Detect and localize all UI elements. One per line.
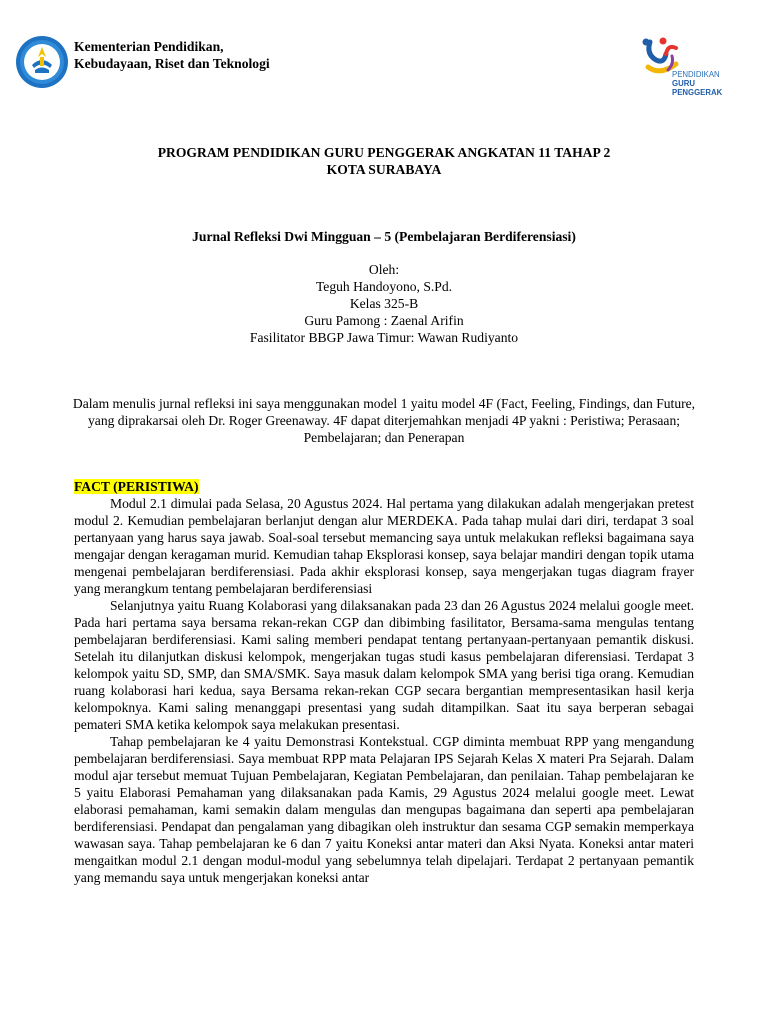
- section-body: [74, 495, 694, 886]
- author-class: Kelas 325-B: [349, 296, 419, 311]
- journal-title: Jurnal Refleksi Dwi Mingguan – 5 (Pembelajaran Berdiferensiasi): [192, 229, 576, 244]
- logo-line-2: GURU: [672, 79, 695, 88]
- program-title-line-2: KOTA SURABAYA: [326, 162, 442, 177]
- body-paragraph: Tahap pembelajaran ke 4 yaitu Demonstrasi Kontekstual. CGP diminta membuat RPP yang mengandung pembelajaran berdiferensiasi. Saya membuat RPP mata Pelajaran IPS Sejarah Kelas X materi Pra Sejarah. Dalam modul ajar tersebut memuat Tujuan Pembelajaran, Kegiatan Pembelajaran, dan penilaian. Tahap pembelajaran ke 5 yaitu Elaborasi Pemahaman yang dilaksanakan pada Kamis, 29 Agustus 2024 melalui google meet. Lewat elaborasi pemahaman, kami semakin dalam mengulas dan mengupas bagaimana dan seperti apa pembelajaran berdiferensiasi. Pendapat dan pengalaman yang dibagikan oleh instruktur dan sesama CGP semakin memperkaya wawasan saya. Tahap pembelajaran ke 6 dan 7 yaitu Koneksi antar materi dan Aksi Nyata. Koneksi antar materi mengaitkan modul 2.1 dengan modul-modul yang sebelumnya telah dipelajari. Terdapat 2 pertanyaan pemantik yang memandu saya untuk mengerjakan koneksi antar: [74, 734, 694, 885]
- body-paragraph: Modul 2.1 dimulai pada Selasa, 20 Agustus 2024. Hal pertama yang dilakukan adalah mengerjakan pretest modul 2. Kemudian pembelajaran berlanjut dengan alur MERDEKA. Pada tahap mulai dari diri, terdapat 3 soal pertanyaan yang harus saya jawab. Soal-soal tersebut memancing saya untuk melakukan refleksi bagaimana saya mengajar dengan keragaman murid. Kemudian tahap Eksplorasi konsep, saya belajar mandiri dengan topik utama mengenai pembelajaran berdiferensiasi. Pada akhir eksplorasi konsep, saya mengerjakan tugas diagram frayer yang merangkum tentang pembelajaran berdiferensiasi: [74, 496, 694, 596]
- intro-paragraph: Dalam menulis jurnal refleksi ini saya menggunakan model 1 yaitu model 4F (Fact, Feeling, Findings, dan Future, yang diprakarsai oleh Dr. Roger Greenaway. 4F dapat diterjemahkan menjadi 4P yakni : Peristiwa; Perasaan; Pembelajaran; dan Penerapan: [72, 396, 696, 445]
- logo-line-3: PENGGERAK: [672, 88, 723, 97]
- author-name: Teguh Handoyono, S.Pd.: [315, 279, 453, 294]
- author-by-label: Oleh:: [368, 262, 400, 277]
- program-title-line-1: PROGRAM PENDIDIKAN GURU PENGGERAK ANGKATAN 11 TAHAP 2: [157, 145, 611, 160]
- body-paragraph: Selanjutnya yaitu Ruang Kolaborasi yang dilaksanakan pada 23 dan 26 Agustus 2024 melalui google meet. Pada hari pertama saya bersama rekan-rekan CGP dan dibimbing fasilitator, Bersama-sama mengulas tentang pembelajaran berdiferensiasi. Kami saling memberi pendapat tentang pertanyaan-pertanyaan pemantik diskusi. Setelah itu dilanjutkan diskusi kelompok, mengerjakan tugas studi kasus pembelajaran diferensiasi. Terdapat 3 kelompok yaitu SD, SMP, dan SMA/SMK. Saya masuk dalam kelompok SMA yang berisi tiga orang. Kemudian ruang kolaborasi hari kedua, saya Bersama rekan-rekan CGP secara bergantian mempresentasikan hasil kerja kelompoknya. Kami saling menanggapi presentasi yang sudah ditampilkan. Saat itu saya berperan sebagai pemateri SMA ketika kelompok saya melakukan presentasi.: [74, 598, 694, 732]
- guru-penggerak-logo-text: [672, 70, 722, 97]
- section-heading: [74, 478, 199, 495]
- author-mentor: Guru Pamong : Zaenal Arifin: [304, 313, 464, 328]
- ministry-logo-icon: [15, 35, 69, 89]
- logo-line-1: PENDIDIKAN: [672, 70, 720, 79]
- author-block: [74, 261, 694, 346]
- ministry-name: Kementerian Pendidikan, Kebudayaan, Riset dan Teknologi: [74, 39, 270, 71]
- section-heading-text: FACT (PERISTIWA): [74, 479, 199, 494]
- author-facilitator: Fasilitator BBGP Jawa Timur: Wawan Rudiyanto: [249, 330, 519, 345]
